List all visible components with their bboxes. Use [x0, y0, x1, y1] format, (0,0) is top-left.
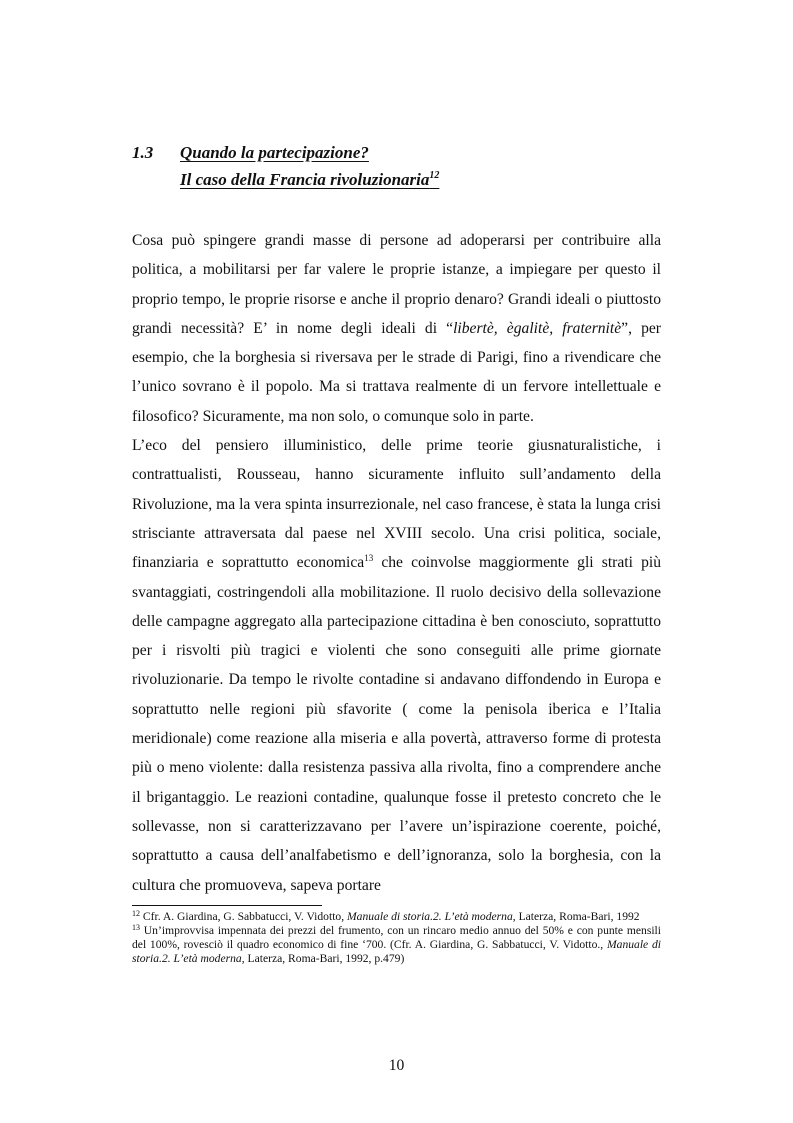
- footnote-divider: [132, 905, 322, 906]
- footnote-13-tail: , Laterza, Roma-Bari, 1992, p.479): [241, 952, 405, 965]
- section-heading: [132, 139, 672, 193]
- paragraph-2-text-a: L’eco del pensiero illuministico, delle prime teorie giusnaturalistiche, i contrattualisti, Rousseau, hanno sicuramente influito sull’andamento della Rivoluzione, ma la vera spinta insurrezionale, nel caso francese, è stata la lunga crisi strisciante attraversata dal paese nel XVIII secolo. Una crisi politica, sociale, finanziaria e soprattutto economica: [132, 437, 661, 572]
- paragraph-2: [132, 431, 661, 900]
- section-subtitle-text: Il caso della Francia rivoluzionaria: [180, 170, 430, 189]
- footnote-12-number: 12: [132, 909, 140, 918]
- footnote-12-tail: , Laterza, Roma-Bari, 1992: [512, 910, 640, 923]
- heading-line-1: [132, 139, 672, 166]
- section-subtitle: [180, 170, 439, 189]
- footnote-13-number: 13: [132, 923, 140, 932]
- footnote-13-text: Un’improvvisa impennata dei prezzi del frumento, con un rincaro medio annuo del 50% e con punte mensili del 100%, rovesciò il quadro economico di fine ‘700. (Cfr. A. Giardina, G. Sabbatucci, V. Vidotto.,: [132, 924, 661, 951]
- footnote-13: [132, 924, 661, 966]
- paragraph-1-text-b: ”, per esempio, che la borghesia si riversava per le strade di Parigi, fino a rivendicare che l’unico sovrano è il popolo. Ma si trattava realmente di un fervore intellettuale e filosofico? Sicuramente, ma non solo, o comunque solo in parte.: [132, 319, 661, 425]
- paragraph-1-italic: libertè, ègalitè, fraternitè: [453, 319, 622, 337]
- footnotes: [132, 910, 661, 966]
- footnote-12: [132, 910, 661, 924]
- section-title: Quando la partecipazione?: [180, 143, 369, 162]
- heading-line-2: [132, 166, 672, 193]
- paragraph-2-text-b: che coinvolse maggiormente gli strati più svantaggiati, costringendoli alla mobilitazione. Il ruolo decisivo della sollevazione delle campagne aggregato alla partecipazione cittadina è ben conosciuto, soprattutto per i risvolti più tragici e violenti che sono conseguiti alle prime giornate rivoluzionarie. Da tempo le rivolte contadine si andavano diffondendo in Europa e soprattutto nelle regioni più sfavorite ( come la penisola iberica e l’Italia meridionale) come reazione alla miseria e alla povertà, attraverso forme di protesta più o meno violente: dalla resistenza passiva alla rivolta, fino a comprendere anche il brigantaggio. Le reazioni contadine, qualunque fosse il pretesto concreto che le sollevasse, non si caratterizzavano per l’avere un’ispirazione coerente, poiché, soprattutto a causa dell’analfabetismo e dell’ignoranza, solo la borghesia, con la cultura che promuoveva, sapeva portare: [132, 554, 661, 894]
- footnote-12-text: Cfr. A. Giardina, G. Sabbatucci, V. Vidotto,: [140, 910, 348, 923]
- footnote-ref-13: 13: [364, 553, 374, 564]
- footnote-ref-12: 12: [429, 170, 440, 181]
- footnote-13-title: Manuale di storia.2. L’età moderna: [132, 938, 661, 965]
- body-text: [132, 226, 661, 900]
- section-number: 1.3: [132, 143, 154, 162]
- paragraph-1: [132, 226, 661, 431]
- footnote-12-title: Manuale di storia.2. L’età moderna: [347, 910, 513, 923]
- paragraph-1-text-a: Cosa può spingere grandi masse di persone ad adoperarsi per contribuire alla politica, a mobilitarsi per far valere le proprie istanze, a impiegare per questo il proprio tempo, le proprie risorse e anche il proprio denaro? Grandi ideali o piuttosto grandi necessità? E’ in nome degli ideali di “: [132, 232, 661, 337]
- page-number: 10: [388, 1057, 405, 1074]
